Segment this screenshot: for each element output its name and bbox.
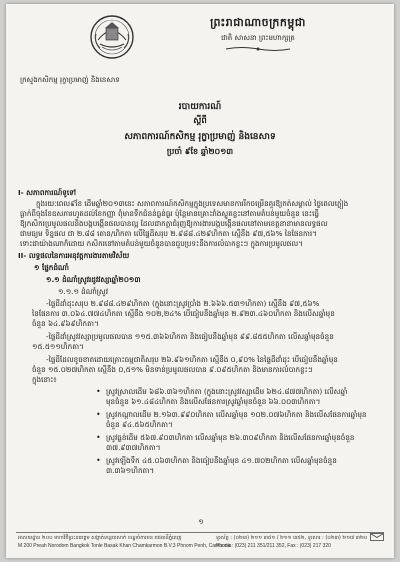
subsection-heading: ១.១ ដំណាំស្រូវរដូវវស្សាឆ្នាំ២០១៣	[46, 275, 141, 284]
bullet-icon: •	[96, 387, 101, 396]
footer-phone-kh: ទូរស័ព្ទ : (០២៣) ២១១ ៣៥១ / ២១១ ៣៥២, ទូរសារ : (០២៣) ២១៧ ៣២០	[216, 535, 368, 541]
list-item: ស្រូវកណ្តាលដើម ២.១៦៣.៩៩០ហិកតា លើសឆ្នាំមុន ១០២.០៧៦ហិកតា និងលើសផែនការឆ្នាំមុន	[106, 410, 367, 419]
ministry-emblem-icon	[88, 14, 136, 60]
letterhead	[6, 4, 394, 99]
ornament-divider-icon	[224, 46, 292, 52]
paragraph-line: ជាមធ្យម ទិន្នផល ជា ២.៨៨ តោន/ហិកតា លើផ្ទៃដីសរុប ២.៩៨៨.៤២៩ហិកតា ស្មើនឹង ៩៧,៥៦% នៃផែនការ។	[20, 229, 317, 238]
paragraph-line: ឱ្យកសិករប្រមូលផលនិងបង្កបង្កើនផលបានល្អ ដែលជាកត្តាជំរុញឱ្យការងារបង្កបង្កើនផលនៅតាមខេត្តនានាមានលទ្ធផល	[20, 219, 328, 228]
paragraph-line: ក្នុងរយៈពេល៩ខែ ដើមឆ្នាំ២០១៣នេះ សភាពការណ៍កសិកម្មក្នុងប្រទេសមានការរីកចម្រើនគួរឱ្យកត់សម្គាល់ ថ្ងៃពេលភ្លៀង	[36, 199, 349, 208]
subsection-heading: ១ ផ្នែកដំណាំ	[34, 263, 69, 272]
report-title-about: ស្តីពី	[193, 116, 207, 126]
kingdom-title: ព្រះរាជាណាចក្រកម្ពុជា	[210, 16, 306, 29]
national-motto: ជាតិ សាសនា ព្រះមហាក្សត្រ	[221, 34, 295, 42]
subsection-heading: ១.១.១ ដំណាំស្រូវ	[58, 287, 109, 296]
list-item: ស្រូវឡើងទឹក ៤៥.០៦៣ហិកតា និងធៀបនឹងឆ្នាំមុន ៤១.៧០២ហិកតា លើសឆ្នាំមុនចំនួន	[106, 456, 337, 465]
ministry-name: ក្រសួងកសិកម្ម រុក្ខាប្រមាញ់ និងនេសាទ	[20, 76, 120, 84]
paragraph-line: -ផ្ទៃដីដាំស្រូវវស្សាប្រមូលផលបាន ១១៥.៣៦៦ហិកតា និងធៀបនឹងឆ្នាំមុន ៩៩.៨៥៥ហិកតា លើសឆ្នាំមុនចំនួន	[46, 332, 334, 341]
paragraph-line: ក្នុងនោះ៖	[32, 375, 57, 384]
paragraph-line: -ផ្ទៃដីដែលខូចខាតដោយគ្រោះធម្មជាតិសរុប ២៦.៩៦១ហិកតា ស្មើនឹង ០,៩០% នៃផ្ទៃដីដាំដុះ បើធៀបនឹងឆ្នាំមុន	[46, 355, 338, 364]
paragraph-line: ធ្លាក់ពីចុងខែឧសភារហូតដល់ខែកញ្ញា ពុំមានទឹកជំនន់ធ្ងន់ធ្ងរ ប៉ុន្តែមានគ្រោះរាំងស្ងួតខ្លះនៅតាមតំបន់មួយចំនួន នេះធ្វើ	[20, 209, 319, 218]
footer-address-kh: អាសយដ្ឋាន ២០០ មហាវិថីព្រះនរោត្តម សង្កាត់ទន្លេបាសាក់ ខណ្ឌចំការមន រាជធានីភ្នំពេញ	[18, 535, 182, 541]
section-heading: I- សភាពការណ៍ទូទៅ	[18, 188, 76, 197]
list-item: ៣.៣៦១ហិកតា។	[106, 466, 155, 475]
report-title: របាយការណ៍	[178, 102, 222, 112]
report-period: ប្រចាំ ៩ខែ ឆ្នាំ២០១៣	[166, 147, 234, 156]
footer-divider	[16, 532, 384, 533]
bullet-icon: •	[96, 433, 101, 442]
document-page	[6, 4, 394, 558]
paragraph-line: -ផ្ទៃដីដាំដុះសរុប ២.៩៨៨.៤២៩ហិកតា (ក្នុងនោះស្រូវប្រាំង ២.៦៦៦.៥៣១ហិកតា) ស្មើនឹង ៩៧,៥៦%	[46, 299, 320, 308]
bullet-icon: •	[96, 410, 101, 419]
section-heading: II- លទ្ធផលនៃការអនុវត្តការងារតាមវិស័យ	[18, 251, 130, 260]
footer-phone-en: Phone : (023) 211 351/211 352, Fax : (023) 217 320	[216, 543, 331, 549]
bullet-icon: •	[96, 456, 101, 465]
footer-address-en: M 200 Preah Norodom Bangkok Tonle Basak Khan Chamkarmon B.V.3 Phnom Penh, Cambodia	[18, 543, 232, 549]
page-number: ១	[198, 518, 204, 526]
list-item: ស្រូវស្រាលដើម ៦៨៦.៣៦១ហិកតា (ក្នុងនោះស្រូវវស្សាដើម ៦២៤.៨៧៧ហិកតា) លើសឆ្នាំ	[106, 387, 348, 396]
report-title-block	[6, 101, 394, 160]
paragraph-line: ទោះជាយ៉ាងណាក៏ដោយ កសិករនៅតាមតំបន់មួយចំនួនបានជួបប្រទះនឹងការលំបាកខ្លះៗ ក្នុងការប្រមូលផល។	[20, 239, 303, 248]
paragraph-line: ចំនួន ១៥.០២៧ហិកតា ស្មើនឹង ០,៥១% មិនទាន់ប្រមូលផលបាន ៩.០៩៥ហិកតា និងមានការលំបាកខ្លះៗ	[32, 365, 313, 374]
list-item: ស្រូវធ្ងន់ដើម ៥៦៧.៩០៣ហិកតា លើសឆ្នាំមុន ២៦.៣០៩ហិកតា និងលើសផែនការឆ្នាំមុនចំនួន	[106, 433, 355, 442]
mail-icon	[370, 533, 384, 541]
list-item: ៣៧.៩៣៧ហិកតា។	[106, 443, 161, 452]
list-item: មុនចំនួន ៦១.៤៨៤ហិកតា និងលើសផែនការស្រូវឆ្នាំមុនចំនួន ៦៦.០០៣ហិកតា។	[106, 397, 321, 406]
list-item: ចំនួន ៩៤.៥៦៥ហិកតា។	[106, 420, 173, 429]
report-subject: សភាពការណ៍កសិកម្ម រុក្ខាប្រមាញ់ និងនេសាទ	[124, 132, 276, 142]
paragraph-line: ១៥.៥១១ហិកតា។	[32, 342, 84, 351]
paragraph-line: ចំនួន ៦៤.៩៦៩ហិកតា។	[32, 319, 99, 328]
paragraph-line: នៃផែនការ ៣.០៦៤.៧៧៤ហិកតា ស្មើនឹង ១០២,២៤% បើធៀបនឹងឆ្នាំមុន ២.៩២៣.៤៦០ហិកតា និងលើសឆ្នាំមុន	[32, 309, 335, 318]
